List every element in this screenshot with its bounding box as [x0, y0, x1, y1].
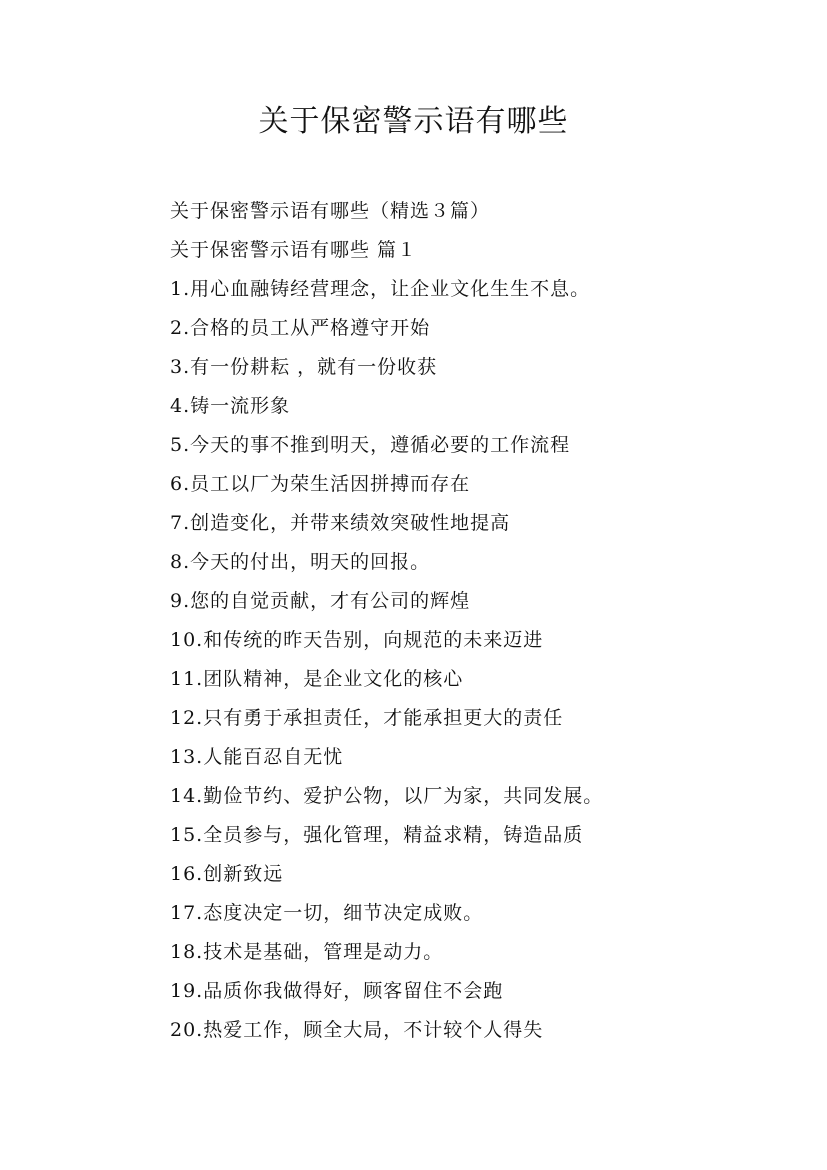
list-item: 12.只有勇于承担责任，才能承担更大的责任	[170, 707, 564, 729]
list-item: 7.创造变化，并带来绩效突破性地提高	[170, 512, 511, 534]
list-item: 5.今天的事不推到明天，遵循必要的工作流程	[170, 434, 571, 456]
document-title: 关于保密警示语有哪些	[258, 104, 569, 139]
list-item: 19.品质你我做得好，顾客留住不会跑	[170, 980, 504, 1002]
list-item: 17.态度决定一切，细节决定成败。	[170, 902, 484, 924]
list-item: 2.合格的员工从严格遵守开始	[170, 317, 431, 339]
list-item: 6.员工以厂为荣生活因拼搏而存在	[170, 473, 471, 495]
list-item: 18.技术是基础，管理是动力。	[170, 941, 444, 963]
document-subtitle: 关于保密警示语有哪些（精选３篇）	[170, 200, 491, 222]
list-item: 20.热爱工作，顾全大局，不计较个人得失	[170, 1019, 544, 1041]
list-item: 9.您的自觉贡献，才有公司的辉煌	[170, 590, 471, 612]
document-body	[170, 192, 790, 1050]
list-item: 15.全员参与，强化管理，精益求精，铸造品质	[170, 824, 584, 846]
list-item: 1.用心血融铸经营理念，让企业文化生生不息。	[170, 278, 591, 300]
list-item: 3.有一份耕耘 ，就有一份收获	[170, 356, 438, 378]
list-item: 13.人能百忍自无忧	[170, 746, 344, 768]
list-item: 10.和传统的昨天告别，向规范的未来迈进	[170, 629, 544, 651]
section-heading: 关于保密警示语有哪些 篇１	[170, 239, 418, 261]
list-item: 8.今天的付出，明天的回报。	[170, 551, 431, 573]
list-item: 4.铸一流形象	[170, 395, 291, 417]
list-item: 11.团队精神，是企业文化的核心	[170, 668, 464, 690]
list-item: 16.创新致远	[170, 863, 284, 885]
list-item: 14.勤俭节约、爱护公物，以厂为家，共同发展。	[170, 785, 604, 807]
